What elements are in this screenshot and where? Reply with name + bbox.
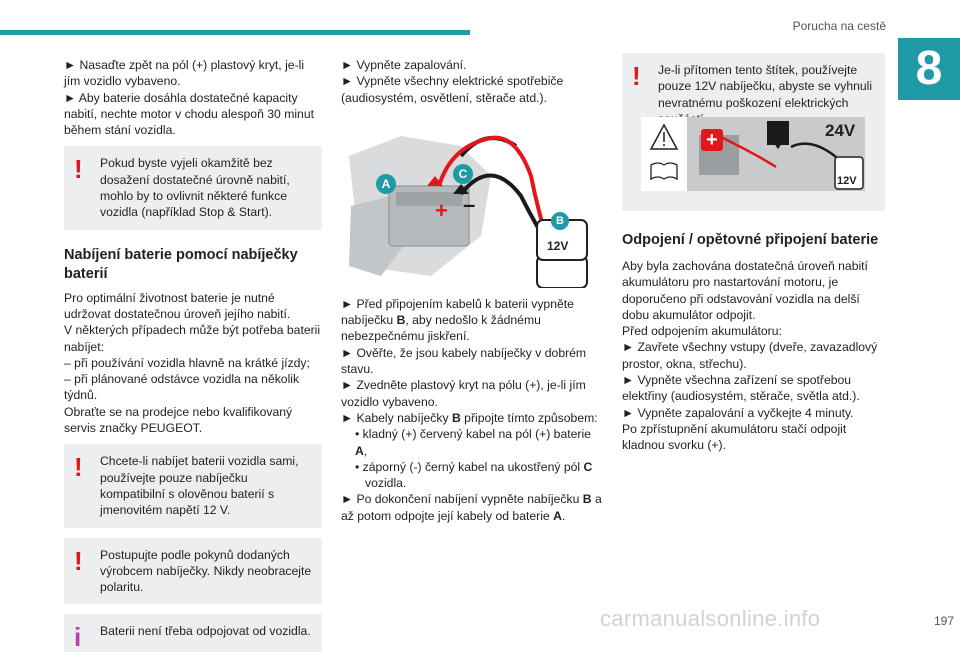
paragraph: ► Nasaďte zpět na pól (+) plastový kryt, je-li jím vozidlo vybaveno. [64,58,305,89]
warning-icon: ! [74,452,83,483]
list-item: • kladný (+) červený kabel na pól (+) baterie A, [355,427,591,458]
paragraph: Před odpojením akumulátoru: [622,324,782,339]
section-heading: Odpojení / opětovné připojení baterie [622,232,879,248]
page-number: 197 [933,614,954,628]
section-heading: Nabíjení baterie pomocí nabíječky baterií [64,246,298,282]
label-24v: 24V [825,121,856,140]
list-item: • záporný (-) černý kabel na ukostřený pól C [355,459,593,474]
info-text: Baterii není třeba odpojovat od vozidla. [100,624,311,639]
label-a: A [376,174,396,194]
warning-text: Pokud byste vyjeli okamžitě bez dosažení dostatečné úrovně nabití, mohlo by to ovlivnit některé funkce vozidla (například Stop & Start). [100,156,290,220]
paragraph: ► Zavřete všechny vstupy (dveře, zavazadlový prostor, okna, střechu). [622,340,878,371]
info-icon: i [74,622,82,652]
section-title: Porucha na cestě [792,19,886,33]
paragraph: ► Vypněte zapalování a vyčkejte 4 minuty. [622,405,854,420]
paragraph: ► Ověřte, že jsou kabely nabíječky v dobrém stavu. [341,345,587,377]
voltage-label-sticker [641,117,865,191]
info-box [64,614,322,651]
paragraph: ► Po dokončení nabíjení vypněte nabíječku B a až potom odpojte její kabely od baterie A. [341,492,602,523]
watermark: carmanualsonline.info [600,606,821,631]
warning-text: Chcete-li nabíjet baterii vozidla sami, používejte pouze nabíječku kompatibilní s olověnou baterií s jmenovitém napětí 12 V. [100,454,299,518]
battery-charger-illustration [341,116,603,288]
svg-text:+: + [435,197,448,223]
paragraph: Aby byla zachována dostatečná úroveň nabití akumulátoru pro nastartování motoru, je doporučeno při odstavování vozidla na delší dobu akumulátor odpojit. [622,259,868,322]
paragraph: Po zpřístupnění akumulátoru stačí odpojit kladnou svorku (+). [622,421,847,453]
warning-box [64,146,322,229]
label-12v: 12V [837,175,857,187]
engine-bay-drawing [341,116,603,288]
warning-box [622,53,885,211]
column-1 [64,57,322,652]
paragraph: ► Vypněte všechna zařízení se spotřebou elektřiny (audiosystém, stěrače, světla atd.). [622,373,860,404]
paragraph: ► Vypněte zapalování. [341,58,467,72]
label-c: C [453,164,473,184]
chapter-number-tab: 8 [898,38,960,100]
paragraph: V některých případech může být potřeba baterii nabíjet: [64,323,321,354]
paragraph: Pro optimální životnost baterie je nutné udržovat dostatečnou úroveň jejího nabití. [64,290,291,321]
paragraph: ► Zvedněte plastový kryt na pólu (+), je-li jím vozidlo vybaveno. [341,378,586,409]
charger-voltage-label: 12V [547,238,569,253]
paragraph: ► Kabely nabíječky B připojte tímto způsobem: [341,410,598,425]
svg-text:–: – [463,191,476,217]
warning-box [64,538,322,605]
warning-text: Postupujte podle pokynů dodaných výrobcem nabíječky. Nikdy neobracejte polaritu. [100,547,312,595]
paragraph: ► Vypněte všechny elektrické spotřebiče (audiosystém, osvětlení, stěrače atd.). [341,74,564,105]
warning-icon: ! [74,154,83,185]
warning-icon: ! [74,545,83,576]
warning-text: Je-li přítomen tento štítek, používejte pouze 12V nabíječku, abyste se vyhnuli nevratnému poškození elektrických [658,63,873,110]
list-item: – při používání vozidla hlavně na krátké jízdy; [64,355,310,370]
paragraph: ► Před připojením kabelů k baterii vypněte nabíječku B, aby nedošlo k žádnému nebezpečnému jiskření. [341,296,574,344]
svg-text:+: + [706,129,718,151]
paragraph: ► Aby baterie dosáhla dostatečné kapacity nabití, nechte motor v chodu alespoň 30 minut během stání vozidla. [64,90,314,138]
header-accent-bar [0,30,470,35]
label-b: B [551,212,569,230]
list-item: – při plánované odstávce vozidla na několik týdnů. [64,372,300,403]
column-2 [341,57,603,524]
paragraph: Obraťte se na prodejce nebo kvalifikovaný servis značky PEUGEOT. [64,404,293,436]
warning-icon: ! [632,61,641,91]
column-3 [622,53,885,454]
warning-box [64,444,322,527]
list-item-continuation: vozidla. [365,476,407,491]
